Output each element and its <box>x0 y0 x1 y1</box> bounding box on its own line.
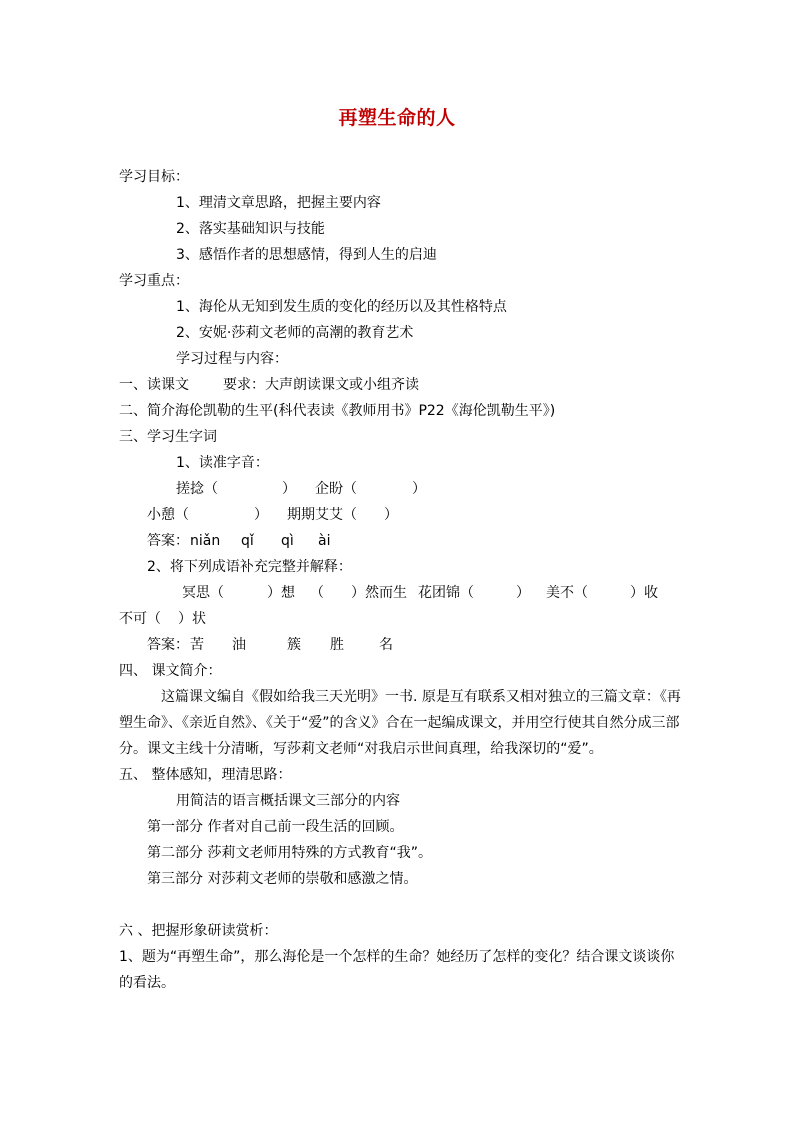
idiom-part: 美不（ <box>546 585 588 601</box>
vocab-word: 小憩（ <box>147 507 189 523</box>
answer-label: 答案： <box>147 637 189 653</box>
objective-item: 3、感悟作者的思想感情，得到人生的启迪 <box>176 247 437 263</box>
idiom-answer: 簇 <box>287 637 301 653</box>
pronunciation-heading: 1、读准字音： <box>176 455 269 471</box>
vocab-paren: ） <box>384 507 398 523</box>
idiom-answer: 胜 <box>330 637 344 653</box>
vocab-paren: ） <box>254 507 268 523</box>
answer-pinyin: qì <box>281 533 294 549</box>
part-summary: 第三部分 对莎莉文老师的崇敬和感激之情。 <box>147 871 418 887</box>
vocab-paren: ） <box>412 481 426 497</box>
section3-heading: 三、学习生字词 <box>119 429 217 445</box>
section5-intro: 用简洁的语言概括课文三部分的内容 <box>176 793 400 809</box>
idiom-heading: 2、将下列成语补充完整并解释： <box>147 559 352 575</box>
idiom-part: 花团锦（ <box>418 585 474 601</box>
idiom-answer: 油 <box>232 637 246 653</box>
idiom-part: ）收 <box>630 585 658 601</box>
part-summary: 第二部分 莎莉文老师用特殊的方式教育“我”。 <box>147 845 432 861</box>
process-heading: 学习过程与内容： <box>176 351 288 367</box>
idiom-part: ） <box>516 585 530 601</box>
section5-heading: 五、 整体感知，理清思路： <box>119 767 292 783</box>
keypoint-item: 2、安妮·莎莉文老师的高潮的教育艺术 <box>176 325 414 341</box>
idiom-part: 冥思（ <box>182 585 224 601</box>
section6-question: 1、题为“再塑生命”，那么海伦是一个怎样的生命？她经历了怎样的变化？结合课文谈谈你的看法。 <box>119 949 675 991</box>
idiom-part: ）状 <box>178 611 206 627</box>
answer-pinyin: qǐ <box>241 533 254 549</box>
idiom-part: （ <box>310 585 324 601</box>
idiom-part: ）想 <box>267 585 295 601</box>
part-summary: 第一部分 作者对自己前一段生活的回顾。 <box>147 819 404 835</box>
vocab-word: 企盼（ <box>315 481 357 497</box>
vocab-word: 期期艾艾（ <box>287 507 357 523</box>
idiom-part: ）然而生 <box>351 585 407 601</box>
objective-item: 2、落实基础知识与技能 <box>176 221 325 237</box>
answer-pinyin: ài <box>318 533 331 549</box>
objective-item: 1、理清文章思路，把握主要内容 <box>176 195 381 211</box>
idiom-part: 不可（ <box>119 611 161 627</box>
page-title: 再塑生命的人 <box>338 107 456 129</box>
idiom-answer: 名 <box>379 637 393 653</box>
section6-heading: 六 、把握形象研读赏析： <box>119 923 278 939</box>
section1-requirement: 要求：大声朗读课文或小组齐读 <box>223 377 419 393</box>
vocab-paren: ） <box>282 481 296 497</box>
section1-label: 一、读课文 <box>119 377 189 393</box>
section4-text: 这篇课文编自《假如给我三天光明》一书. 原是互有联系又相对独立的三篇文章：《再塑生命》、《亲近自然》、《关于“爱”的含义》合在一起编成课文，并用空行使其自然分成三部分。课文主线十分清晰，写莎莉文老师“对我启示世间真理，给我深切的“爱”。 <box>119 689 681 757</box>
objectives-heading: 学习目标： <box>119 169 189 185</box>
idiom-answer: 苦 <box>190 637 204 653</box>
answer-label: 答案： <box>147 533 189 549</box>
section4-heading: 四、 课文简介： <box>119 663 222 679</box>
vocab-word: 搓捻（ <box>176 481 218 497</box>
answer-pinyin: niǎn <box>190 533 221 549</box>
keypoint-item: 1、海伦从无知到发生质的变化的经历以及其性格特点 <box>176 299 507 315</box>
section4-paragraph <box>119 684 681 762</box>
section2-text: 二、简介海伦凯勒的生平(科代表读《教师用书》P22《海伦凯勒生平》) <box>119 403 556 419</box>
keypoints-heading: 学习重点： <box>119 273 189 289</box>
